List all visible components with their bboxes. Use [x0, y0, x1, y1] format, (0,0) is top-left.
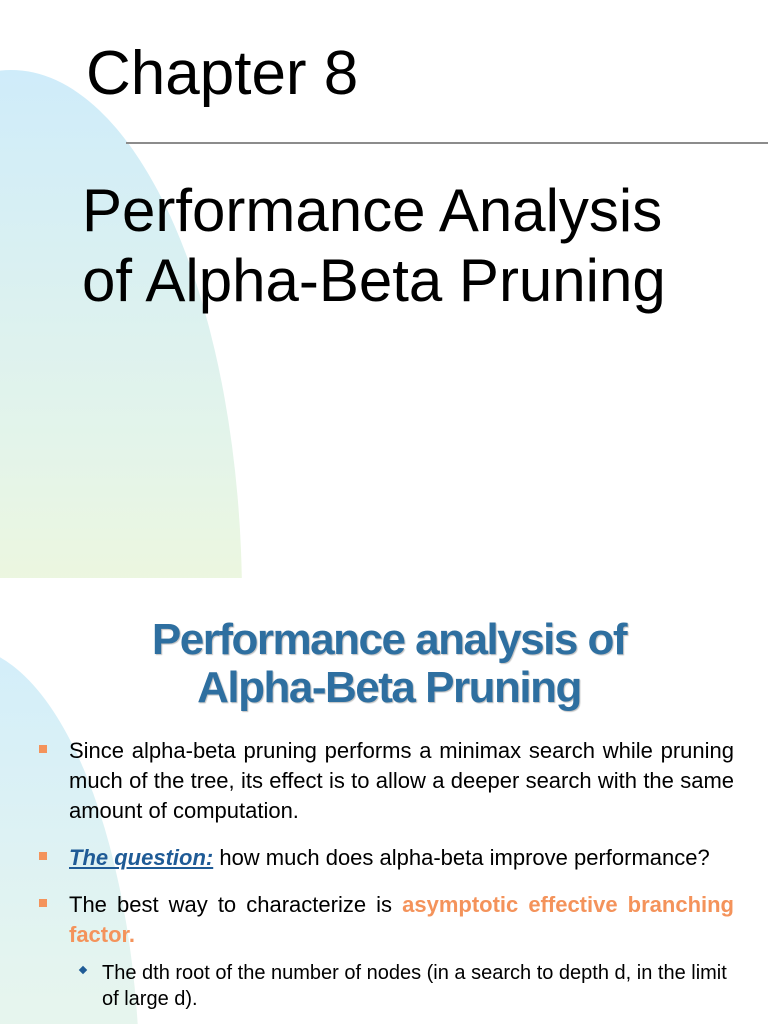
slide-content	[0, 578, 768, 1024]
chapter-heading: Chapter 8	[86, 39, 359, 108]
title-divider	[126, 142, 768, 144]
bullet-item-1	[0, 736, 734, 826]
question-emphasis: The question:	[69, 845, 214, 870]
bullet-item-3	[0, 890, 734, 1012]
diamond-bullet-icon	[79, 966, 87, 974]
title-line-2: of Alpha-Beta Pruning	[82, 247, 666, 314]
square-bullet-icon	[39, 745, 47, 753]
decorative-gradient-shape	[0, 70, 242, 578]
bullet-list	[0, 736, 768, 1024]
content-slide-title	[0, 616, 768, 712]
square-bullet-icon	[39, 852, 47, 860]
square-bullet-icon	[39, 899, 47, 907]
sub-bullet-text: The dth root of the number of nodes (in a search to depth d, in the limit of large d).	[102, 962, 727, 1010]
content-title-line-2: Alpha-Beta Pruning	[197, 663, 581, 712]
bullet-text: The best way to characterize is	[69, 892, 403, 917]
sub-bullet-list	[69, 960, 734, 1012]
highlighted-term: asymptotic effective branching factor.	[69, 892, 734, 947]
bullet-text: how much does alpha-beta improve performance?	[213, 845, 710, 870]
slide-title-text	[82, 176, 666, 316]
bullet-item-2	[0, 843, 734, 873]
bullet-text: Since alpha-beta pruning performs a minimax search while pruning much of the tree, its effect is to allow a deeper search with the same amount of computation.	[69, 738, 734, 823]
content-title-line-1: Performance analysis of	[151, 615, 627, 664]
sub-bullet-item-1	[68, 960, 734, 1012]
title-line-1: Performance Analysis	[82, 177, 663, 244]
